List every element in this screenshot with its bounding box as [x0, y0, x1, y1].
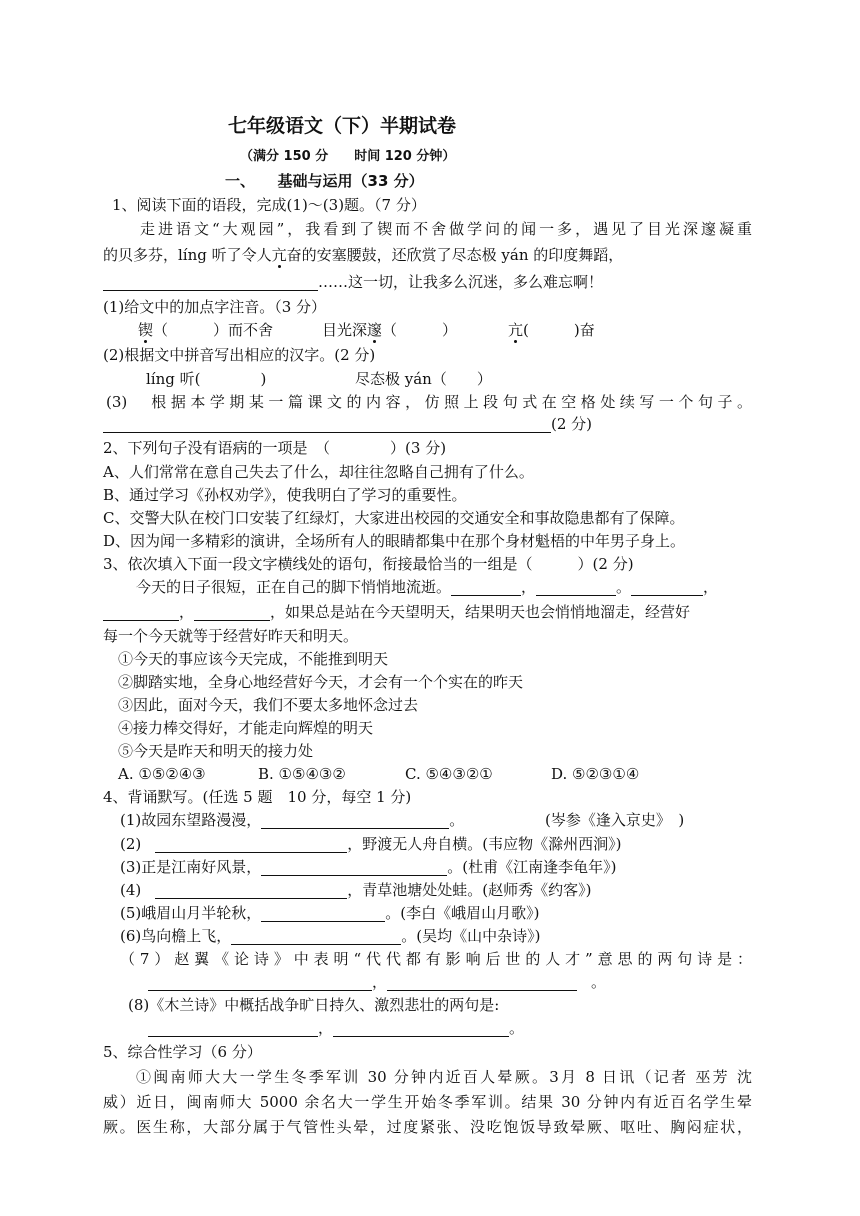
- q5-material-line1: ①闽南师大大一学生冬季军训 30 分钟内近百人晕厥。3月 8 日讯（记者 巫芳 沈: [136, 1068, 752, 1086]
- q4-line-3: [120, 856, 616, 878]
- q1-sub3-blank[interactable]: [103, 416, 551, 433]
- q4-line-8-answer: [148, 1017, 524, 1039]
- q4-line-7-answer: [148, 971, 606, 993]
- q4-line-7-comma: ，: [372, 973, 388, 991]
- q1-sub1-item-c-tail: ( )奋: [523, 321, 595, 339]
- q3-passage-line2: ， ，如果总是站在今天望明天，结果明天也会悄悄地溜走，经营好: [103, 601, 690, 623]
- q1-stem: 1、阅读下面的语段，完成(1)～(3)题。（7 分）: [112, 196, 426, 214]
- q4-line-4-tail: ，青草池塘处处蛙。(赵师秀《约客》): [347, 881, 592, 899]
- q4-line-2-head: (2): [120, 835, 142, 853]
- q4-line-7: （7）赵翼《论诗》中表明“代代都有影响后世的人才”意思的两句诗是：: [120, 950, 752, 968]
- q4-blank-8b[interactable]: [333, 1020, 509, 1037]
- q1-sub1-item-c: [508, 319, 595, 341]
- q3-item-1: ①今天的事应该今天完成，不能推到明天: [118, 650, 389, 668]
- q3-blank-2[interactable]: [536, 579, 616, 596]
- q4-line-3-tail: 。(杜甫《江南逢李龟年》): [447, 858, 617, 876]
- q4-blank-5[interactable]: [261, 905, 385, 922]
- q5-stem: 5、综合性学习（6 分）: [103, 1043, 262, 1061]
- q4-line-1-head: (1)故园东望路漫漫，: [120, 811, 262, 829]
- exam-title: 七年级语文（下）半期试卷: [228, 115, 457, 137]
- q1-dotted-char-kang: 亢: [271, 246, 287, 264]
- q2-option-d[interactable]: D、因为闻一多精彩的演讲，全场所有人的眼睛都集中在那个身材魁梧的中年男子身上。: [103, 532, 686, 550]
- q3-blank-3[interactable]: [631, 579, 703, 596]
- q1-sub2-item-b: 尽态极 yán（ ）: [355, 370, 492, 388]
- q4-blank-7b[interactable]: [387, 974, 577, 991]
- q4-line-6: [120, 925, 540, 947]
- q2-stem: 2、下列句子没有语病的一项是 （ ）(3 分): [103, 439, 447, 457]
- q1-sub1-item-a-tail: （ ）而不舍: [153, 321, 274, 339]
- q4-line-1-end: 。: [449, 811, 465, 829]
- q1-sub2-item-a: líng 听( ): [146, 370, 267, 388]
- q3-stem: 3、依次填入下面一段文字横线处的语句，衔接最恰当的一组是（ ）(2 分): [103, 555, 634, 573]
- q1-passage-line1: 走进语文“大观园”，我看到了锲而不舍做学问的闻一多，遇见了目光深邃凝重: [140, 220, 752, 238]
- q3-item-5: ⑤今天是昨天和明天的接力处: [118, 742, 314, 760]
- q4-blank-3[interactable]: [261, 859, 447, 876]
- q4-line-1: [120, 809, 464, 831]
- q4-blank-7a[interactable]: [148, 974, 372, 991]
- q4-blank-4[interactable]: [155, 882, 347, 899]
- q3-item-4: ④接力棒交得好，才能走向辉煌的明天: [118, 719, 374, 737]
- q4-line-5-tail: 。(李白《峨眉山月歌》): [385, 904, 540, 922]
- q1-passage-line2-a: 的贝多芬，líng 听了令人: [103, 246, 272, 264]
- q3-choice-d[interactable]: D. ⑤②③①④: [551, 765, 640, 783]
- q3-item-3: ③因此，面对今天，我们不要太多地怀念过去: [118, 696, 419, 714]
- q4-stem: 4、背诵默写。(任选 5 题 10 分，每空 1 分): [103, 788, 412, 806]
- q1-passage-line2: [103, 244, 623, 266]
- q1-passage-line3: [103, 271, 603, 293]
- q5-material-line2: 威）近日，闽南师大 5000 余名大一学生开始冬季军训。结果 30 分钟内有近百名学生晕: [103, 1093, 752, 1111]
- q4-line-6-tail: 。(吴均《山中杂诗》): [401, 927, 541, 945]
- q1-dotted-char-sui: 邃: [367, 321, 383, 339]
- q1-sub3-stem: (3) 根据本学期某一篇课文的内容，仿照上段句式在空格处续写一个句子。: [106, 393, 752, 411]
- exam-meta: （满分 150 分 时间 120 分钟）: [240, 149, 456, 164]
- q4-blank-8a[interactable]: [148, 1020, 318, 1037]
- q3-passage-line2-text: ，如果总是站在今天望明天，结果明天也会悄悄地溜走，经营好: [270, 603, 691, 621]
- q1-passage-line3-text: ……这一切，让我多么沉迷，多么难忘啊！: [318, 273, 604, 291]
- q4-line-4: [120, 879, 591, 901]
- q2-option-b[interactable]: B、通过学习《孙权劝学》，使我明白了学习的重要性。: [103, 486, 467, 504]
- q4-line-8-end: 。: [509, 1019, 525, 1037]
- q4-line-5-head: (5)峨眉山月半轮秋，: [120, 904, 262, 922]
- q1-sub1-item-a: [138, 319, 273, 341]
- q2-option-a[interactable]: A、人们常常在意自己失去了什么，却往往忽略自己拥有了什么。: [103, 463, 534, 481]
- q1-blank-passage[interactable]: [103, 274, 318, 291]
- q3-choice-c[interactable]: C. ⑤④③②①: [405, 765, 493, 783]
- q4-line-7-end: 。: [591, 973, 607, 991]
- q3-choice-b[interactable]: B. ①⑤④③②: [258, 765, 346, 783]
- q3-passage-line3: 每一个今天就等于经营好昨天和明天。: [103, 627, 359, 645]
- q5-material-line3: 厥。医生称，大部分属于气管性头晕，过度紧张、没吃饱饭导致晕厥、呕吐、胸闷症状，: [103, 1118, 752, 1136]
- q1-sub1-item-b: [322, 319, 457, 341]
- q4-blank-1[interactable]: [261, 812, 449, 829]
- q3-choice-a[interactable]: A. ①⑤②④③: [118, 765, 206, 783]
- q3-passage-line1: 今天的日子很短，正在自己的脚下悄悄地流逝。 ， 。 ，: [136, 578, 719, 596]
- q3-item-2: ②脚踏实地，全身心地经营好今天，才会有一个个实在的昨天: [118, 673, 524, 691]
- q1-sub1-item-b-head: 目光深: [322, 321, 368, 339]
- q4-line-1-source: (岑参《逢入京史》 ): [545, 811, 685, 829]
- q1-sub1-item-b-tail: （ ）: [382, 321, 458, 339]
- q4-line-2: [120, 833, 621, 855]
- q1-sub2-stem: (2)根据文中拼音写出相应的汉字。(2 分): [103, 346, 376, 364]
- q3-blank-4[interactable]: [103, 604, 179, 621]
- section-heading: 一、 基础与运用（33 分）: [225, 172, 424, 190]
- q4-blank-6[interactable]: [231, 928, 401, 945]
- q4-line-4-head: (4): [120, 881, 142, 899]
- q4-line-8: (8)《木兰诗》中概括战争旷日持久、激烈悲壮的两句是:: [128, 996, 500, 1014]
- q3-blank-1[interactable]: [451, 579, 521, 596]
- q1-dotted-char-qie: 锲: [138, 321, 154, 339]
- q4-blank-2[interactable]: [155, 836, 347, 853]
- q4-line-6-head: (6)鸟向檐上飞，: [120, 927, 232, 945]
- q4-line-3-head: (3)正是江南好风景，: [120, 858, 262, 876]
- q3-passage-line1-text: 今天的日子很短，正在自己的脚下悄悄地流逝。: [136, 578, 452, 596]
- q1-dotted-char-kang-2: 亢: [508, 321, 524, 339]
- q1-sub3-score: (2 分): [551, 415, 593, 433]
- q3-blank-5[interactable]: [194, 604, 270, 621]
- q2-option-c[interactable]: C、交警大队在校门口安装了红绿灯，大家进出校园的交通安全和事故隐患都有了保障。: [103, 509, 685, 527]
- q1-passage-line2-b: 奋的安塞腰鼓，还欣赏了尽态极 yán 的印度舞蹈，: [286, 246, 624, 264]
- q4-line-2-tail: ，野渡无人舟自横。(韦应物《滁州西涧》): [347, 835, 622, 853]
- q1-sub1-stem: (1)给文中的加点字注音。（3 分）: [103, 298, 327, 316]
- q4-line-8-comma: ，: [318, 1019, 334, 1037]
- q4-line-5: [120, 902, 539, 924]
- q1-sub3-answer: [103, 413, 592, 435]
